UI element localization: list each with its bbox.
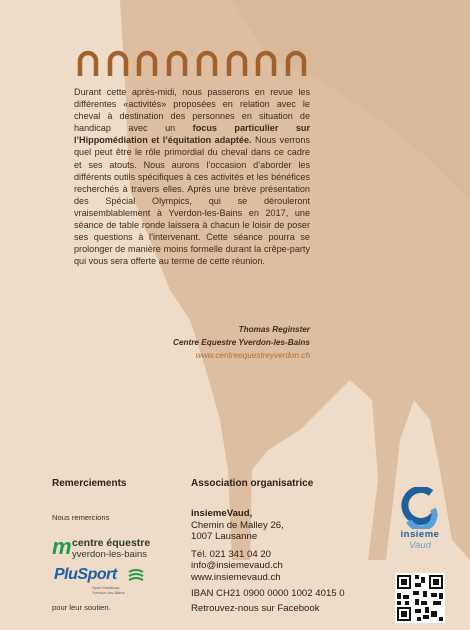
horseshoe-icon (106, 48, 130, 76)
insieme-vaud-logo (395, 487, 445, 557)
association-website[interactable]: www.insiemevaud.ch (191, 571, 281, 583)
association-facebook[interactable]: Retrouvez-nous sur Facebook (191, 603, 320, 615)
association-email[interactable]: info@insiemevaud.ch (191, 560, 283, 572)
association-street: Chemin de Malley 26, (191, 519, 284, 531)
plusport-logo (52, 566, 148, 596)
insieme-logo-text: insieme (400, 529, 440, 540)
horseshoe-row (76, 48, 308, 78)
signature-name: Thomas Reginster (238, 325, 310, 334)
horse-head-icon: m (52, 534, 72, 559)
vaud-logo-text: Vaud (409, 540, 431, 551)
association-name: insiemeVaud, (191, 508, 253, 519)
paragraph-text: Durant cette après-midi, nous passerons en revue les différentes «activités» proposées en relation avec le cheval à destination des personnes en situation de handicap avec un (74, 87, 310, 134)
horseshoe-icon (195, 48, 219, 76)
plusport-swirl-icon (128, 568, 144, 582)
association-heading: Association organisatrice (191, 478, 314, 489)
sponsor-name-line1: centre équestre (72, 537, 151, 549)
insieme-swirl-icon (395, 487, 445, 529)
horseshoe-icon (284, 48, 308, 76)
horseshoe-icon (165, 48, 189, 76)
association-phone[interactable]: Tél. 021 341 04 20 (191, 548, 272, 560)
signature-website-link[interactable]: www.centreequestreyverdon.ch (195, 351, 310, 360)
thanks-intro-text: Nous remercions (52, 513, 110, 522)
association-city: 1007 Lausanne (191, 531, 258, 543)
paragraph-text-continued: Nous verrons quel peut être le rôle primordial du cheval dans ce cadre et ses atouts. Nous aurons l’occasion d’aborder les différents outils spécifiques à ces activités et les bénéfices recherchés à travers elles. Après une brève présentation des Spécial Olympics, qui se dérouleront vraisemblablement à Yverdon-les-Bains en 2017, une séance de table ronde laissera à chacun le loisir de poser ses questions à l’intervenant. Cette séance pourra se prolonger de manière moins formelle durant la crêpe-party qui vous sera offerte au terme de cette réunion. (74, 135, 310, 267)
association-contact (191, 508, 345, 615)
sponsor-name-line2: yverdon-les-bains (72, 549, 147, 560)
thanks-outro-text: pour leur soutien. (52, 603, 111, 612)
association-iban: IBAN CH21 0900 0000 1002 4015 0 (191, 587, 345, 599)
horseshoe-icon (254, 48, 278, 76)
paragraph-emphasis: focus particulier sur l’Hippomédiation et l’équitation adaptée. (74, 123, 310, 146)
intro-paragraph (74, 86, 310, 267)
horseshoe-icon (135, 48, 159, 76)
plusport-wordmark: PluSport (54, 566, 117, 583)
horseshoe-icon (76, 48, 100, 76)
signature-organization: Centre Equestre Yverdon-les-Bains (173, 338, 310, 347)
thanks-heading: Remerciements (52, 478, 127, 489)
horseshoe-icon (225, 48, 249, 76)
centre-equestre-logo (52, 534, 172, 562)
plusport-subtitle: Sport Handicap Yverdon-les-Bains (92, 585, 125, 595)
qr-code-icon[interactable] (395, 573, 445, 623)
signature-block (173, 323, 310, 362)
